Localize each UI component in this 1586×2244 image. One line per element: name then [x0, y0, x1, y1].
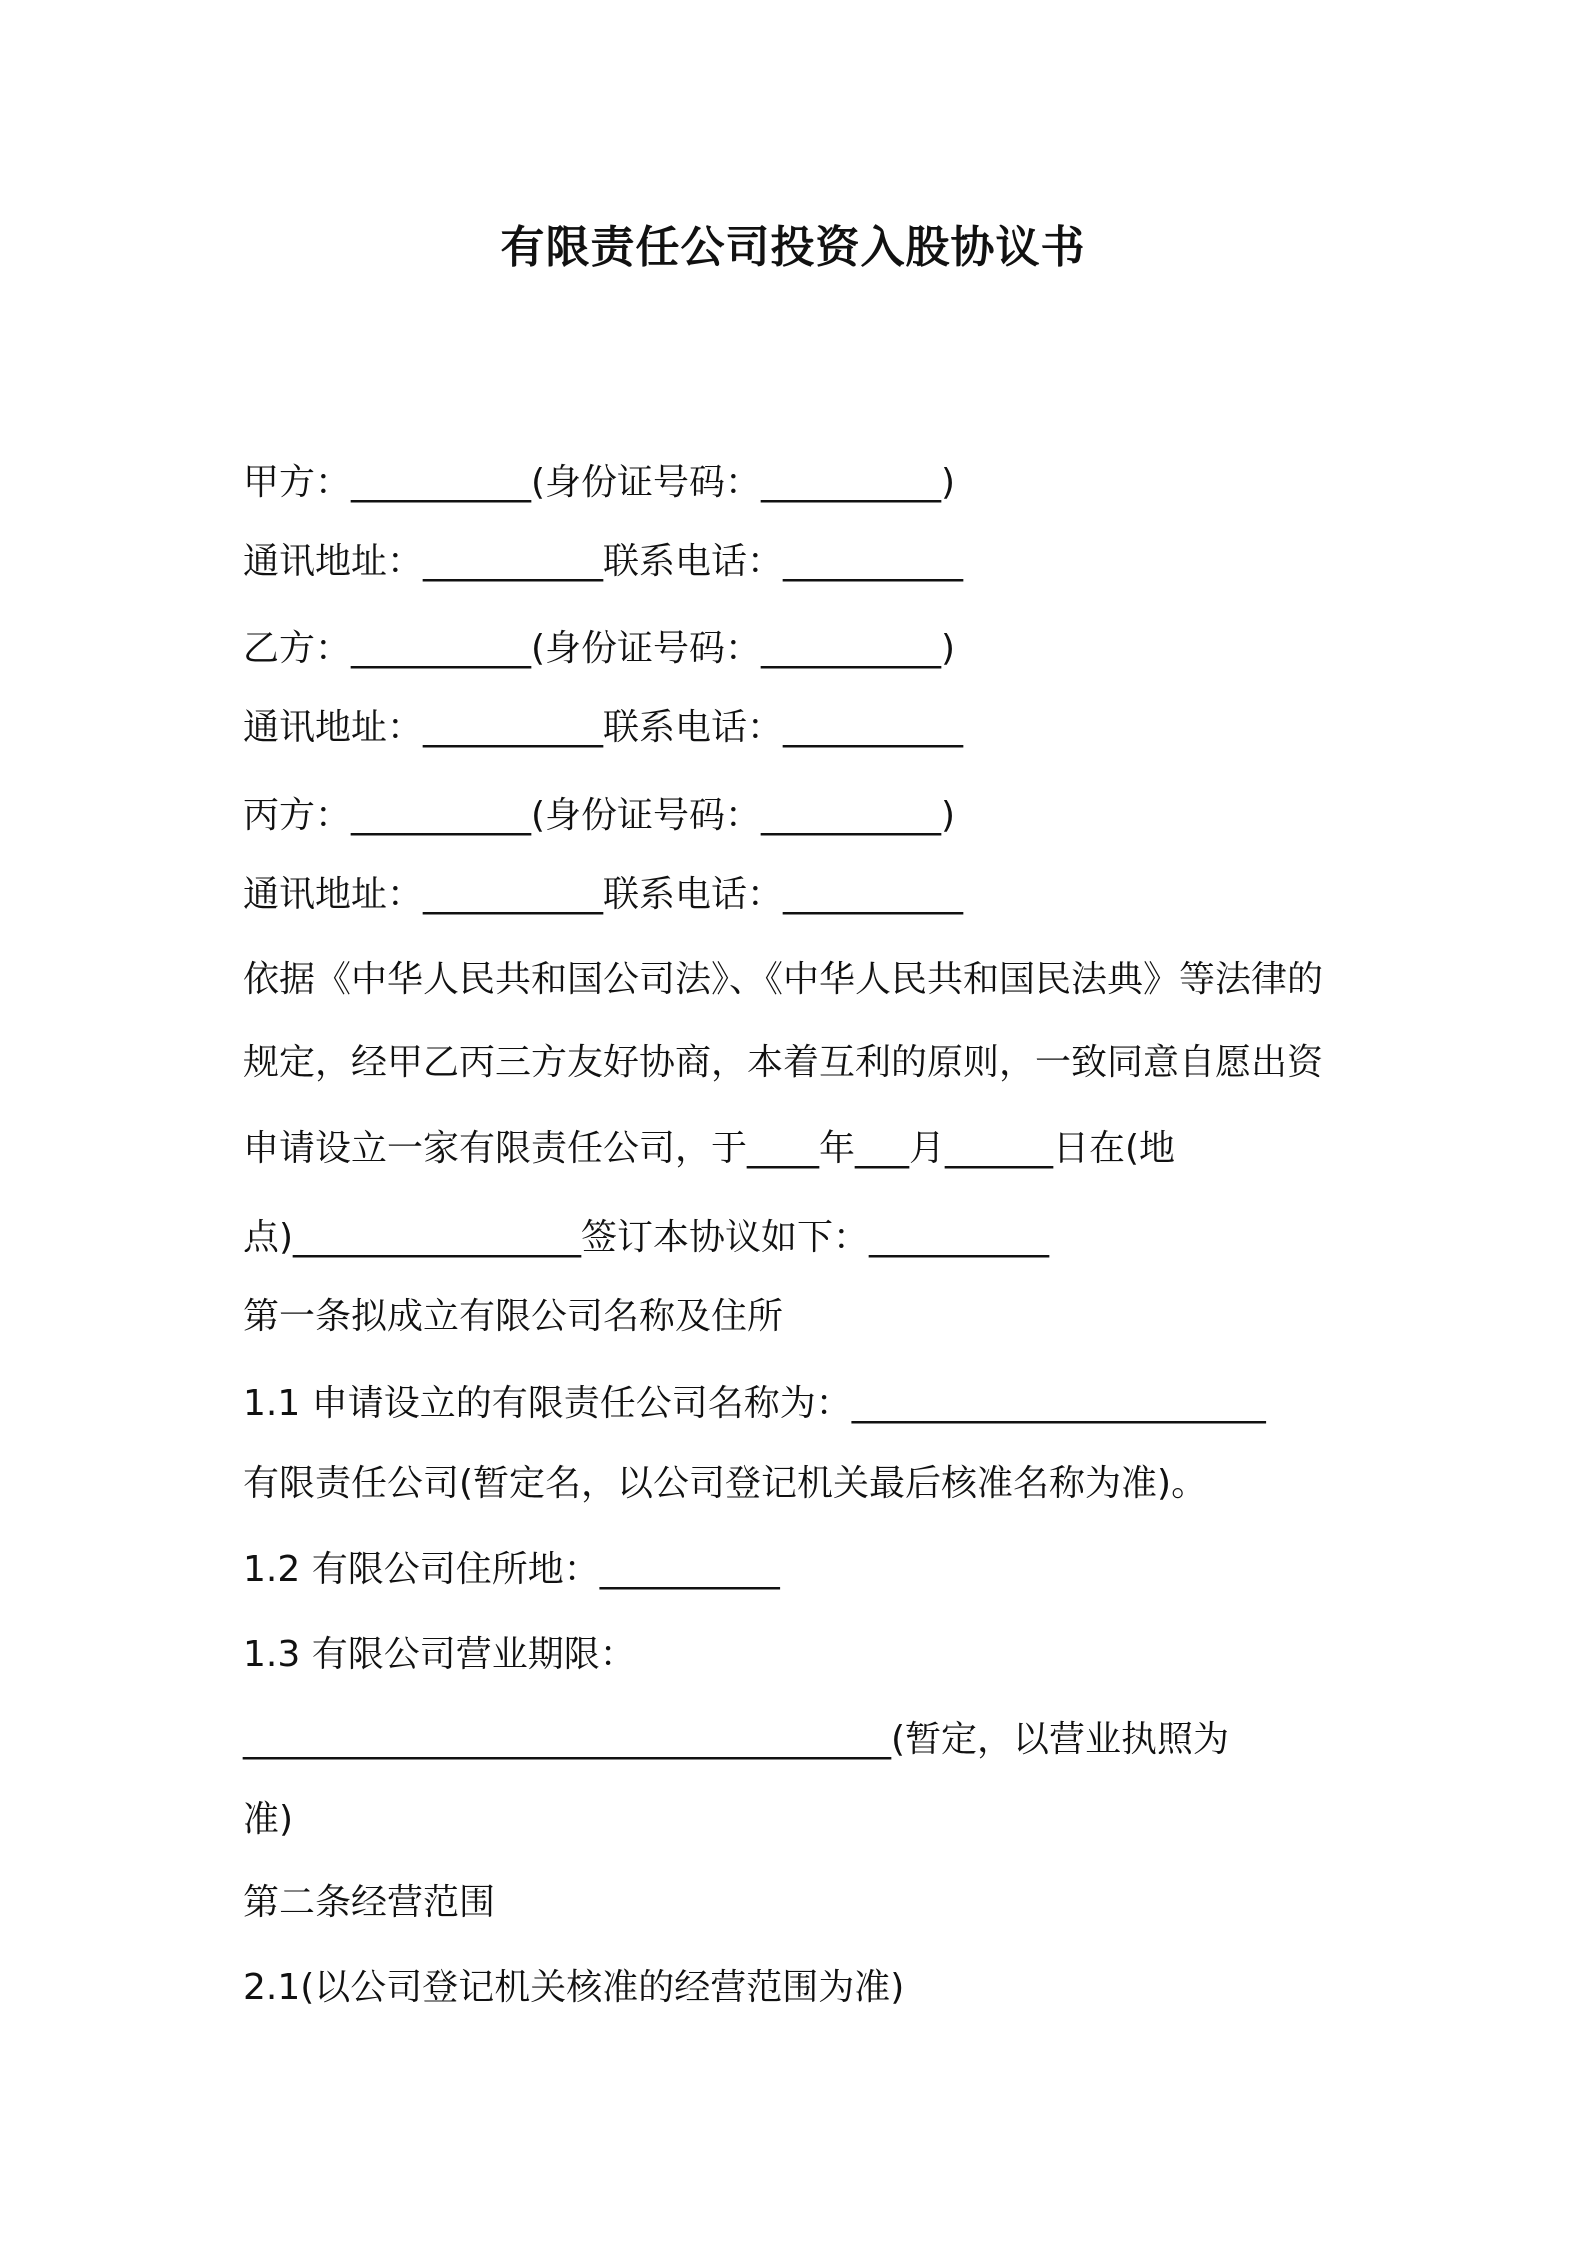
party-c-address-line: 通讯地址：__________联系电话：__________	[243, 874, 964, 915]
clause-1-3-line: 准)	[243, 1799, 294, 1840]
article-2-heading: 第二条经营范围	[243, 1882, 496, 1923]
party-b-line: 乙方：__________(身份证号码：__________)	[243, 628, 956, 669]
preamble-line: 依据《中华人民共和国公司法》、《中华人民共和国民法典》等法律的	[243, 959, 1324, 1000]
clause-1-1-line: 1.1 申请设立的有限责任公司名称为：_______________________	[243, 1383, 1266, 1424]
clause-1-2-line: 1.2 有限公司住所地：__________	[243, 1549, 780, 1590]
preamble-line: 点)________________签订本协议如下：__________	[243, 1217, 1050, 1258]
clause-1-1-line: 有限责任公司(暂定名，以公司登记机关最后核准名称为准)。	[243, 1463, 1208, 1504]
article-1-heading: 第一条拟成立有限公司名称及住所	[243, 1296, 784, 1337]
preamble-line: 申请设立一家有限责任公司，于____年___月______日在(地	[243, 1128, 1176, 1169]
party-c-line: 丙方：__________(身份证号码：__________)	[243, 795, 956, 836]
party-a-address-line: 通讯地址：__________联系电话：__________	[243, 541, 964, 582]
clause-1-3-line: 1.3 有限公司营业期限：	[243, 1634, 636, 1675]
party-a-line: 甲方：__________(身份证号码：__________)	[243, 462, 956, 503]
document-title: 有限责任公司投资入股协议书	[500, 222, 1086, 273]
clause-2-1-line: 2.1(以公司登记机关核准的经营范围为准)	[243, 1967, 905, 2008]
party-b-address-line: 通讯地址：__________联系电话：__________	[243, 707, 964, 748]
clause-1-3-line: ____________________________________(暂定，以营业执照为	[243, 1719, 1230, 1760]
preamble-line: 规定，经甲乙丙三方友好协商，本着互利的原则，一致同意自愿出资	[243, 1042, 1324, 1083]
